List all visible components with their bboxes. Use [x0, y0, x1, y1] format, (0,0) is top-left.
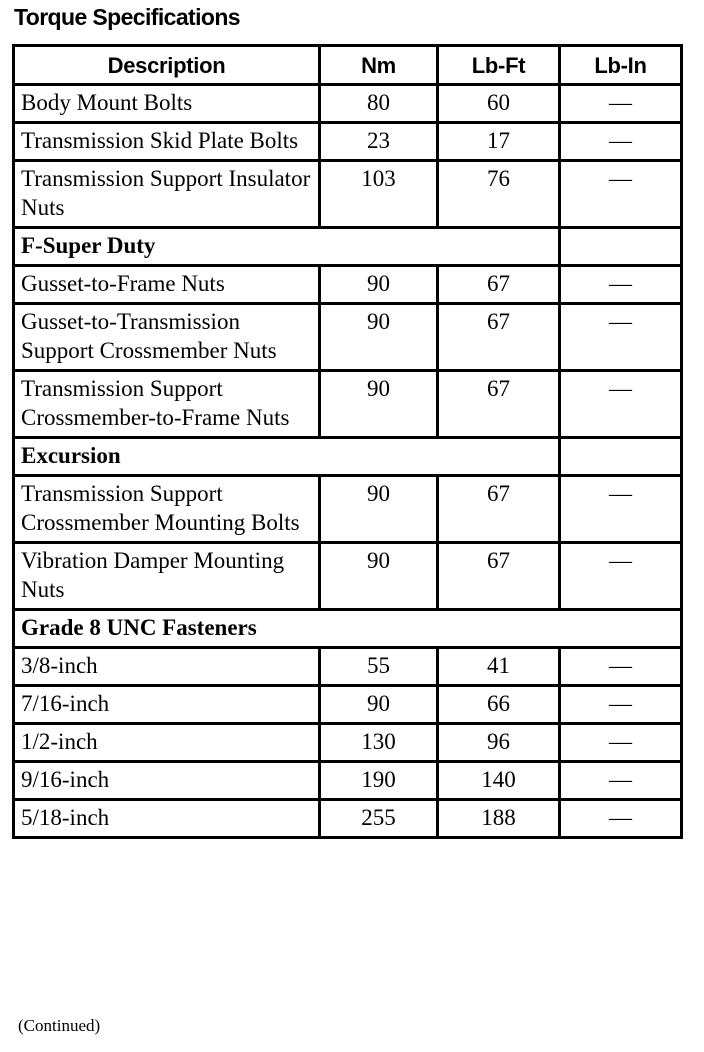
empty-cell — [560, 228, 682, 266]
nm-cell: 90 — [320, 543, 438, 610]
table-row — [14, 724, 682, 762]
nm-cell: 23 — [320, 123, 438, 161]
lb-ft-cell: 41 — [438, 648, 560, 686]
lb-ft-cell: 17 — [438, 123, 560, 161]
nm-cell: 55 — [320, 648, 438, 686]
nm-cell: 130 — [320, 724, 438, 762]
lb-in-cell: — — [560, 543, 682, 610]
lb-in-cell: — — [560, 123, 682, 161]
header-description: Description — [14, 46, 320, 85]
empty-cell — [560, 438, 682, 476]
lb-ft-cell: 67 — [438, 371, 560, 438]
table-row — [14, 266, 682, 304]
nm-cell: 90 — [320, 266, 438, 304]
table-row — [14, 686, 682, 724]
description-cell: Gusset-to-Frame Nuts — [14, 266, 320, 304]
group-label: Grade 8 UNC Fasteners — [14, 610, 682, 648]
nm-cell: 255 — [320, 800, 438, 838]
nm-cell: 190 — [320, 762, 438, 800]
table-row — [14, 161, 682, 228]
lb-in-cell: — — [560, 762, 682, 800]
lb-in-cell: — — [560, 686, 682, 724]
lb-ft-cell: 140 — [438, 762, 560, 800]
description-cell: Body Mount Bolts — [14, 85, 320, 123]
lb-in-cell: — — [560, 371, 682, 438]
lb-ft-cell: 66 — [438, 686, 560, 724]
lb-in-cell: — — [560, 648, 682, 686]
description-cell: Gusset-to-Transmission Support Crossmember Nuts — [14, 304, 320, 371]
lb-ft-cell: 76 — [438, 161, 560, 228]
lb-in-cell: — — [560, 161, 682, 228]
lb-ft-cell: 67 — [438, 476, 560, 543]
lb-in-cell: — — [560, 85, 682, 123]
torque-spec-table — [12, 44, 683, 839]
lb-ft-cell: 188 — [438, 800, 560, 838]
table-row — [14, 304, 682, 371]
description-cell: Transmission Support Insulator Nuts — [14, 161, 320, 228]
description-cell: Transmission Skid Plate Bolts — [14, 123, 320, 161]
lb-ft-cell: 96 — [438, 724, 560, 762]
page-title: Torque Specifications — [14, 4, 240, 30]
description-cell: Transmission Support Crossmember Mounting Bolts — [14, 476, 320, 543]
table-row — [14, 85, 682, 123]
description-cell: 9/16-inch — [14, 762, 320, 800]
table-row — [14, 648, 682, 686]
group-label: Excursion — [14, 438, 560, 476]
lb-ft-cell: 60 — [438, 85, 560, 123]
description-cell: 7/16-inch — [14, 686, 320, 724]
lb-in-cell: — — [560, 304, 682, 371]
description-cell: 3/8-inch — [14, 648, 320, 686]
group-header-row — [14, 228, 682, 266]
header-lb-in: Lb-In — [560, 46, 682, 85]
table-body — [14, 85, 682, 838]
nm-cell: 90 — [320, 304, 438, 371]
table-row — [14, 800, 682, 838]
header-nm: Nm — [320, 46, 438, 85]
lb-ft-cell: 67 — [438, 266, 560, 304]
continued-note: (Continued) — [18, 1016, 101, 1035]
table-row — [14, 762, 682, 800]
nm-cell: 90 — [320, 686, 438, 724]
nm-cell: 90 — [320, 476, 438, 543]
group-header-row — [14, 610, 682, 648]
description-cell: Vibration Damper Mounting Nuts — [14, 543, 320, 610]
table-row — [14, 123, 682, 161]
lb-in-cell: — — [560, 724, 682, 762]
header-lb-ft: Lb-Ft — [438, 46, 560, 85]
description-cell: Transmission Support Crossmember-to-Frame Nuts — [14, 371, 320, 438]
nm-cell: 90 — [320, 371, 438, 438]
table-row — [14, 371, 682, 438]
lb-in-cell: — — [560, 476, 682, 543]
header-row — [14, 46, 682, 85]
group-header-row — [14, 438, 682, 476]
table-row — [14, 543, 682, 610]
description-cell: 5/18-inch — [14, 800, 320, 838]
table-row — [14, 476, 682, 543]
lb-in-cell: — — [560, 800, 682, 838]
description-cell: 1/2-inch — [14, 724, 320, 762]
nm-cell: 103 — [320, 161, 438, 228]
group-label: F-Super Duty — [14, 228, 560, 266]
lb-in-cell: — — [560, 266, 682, 304]
lb-ft-cell: 67 — [438, 543, 560, 610]
nm-cell: 80 — [320, 85, 438, 123]
lb-ft-cell: 67 — [438, 304, 560, 371]
